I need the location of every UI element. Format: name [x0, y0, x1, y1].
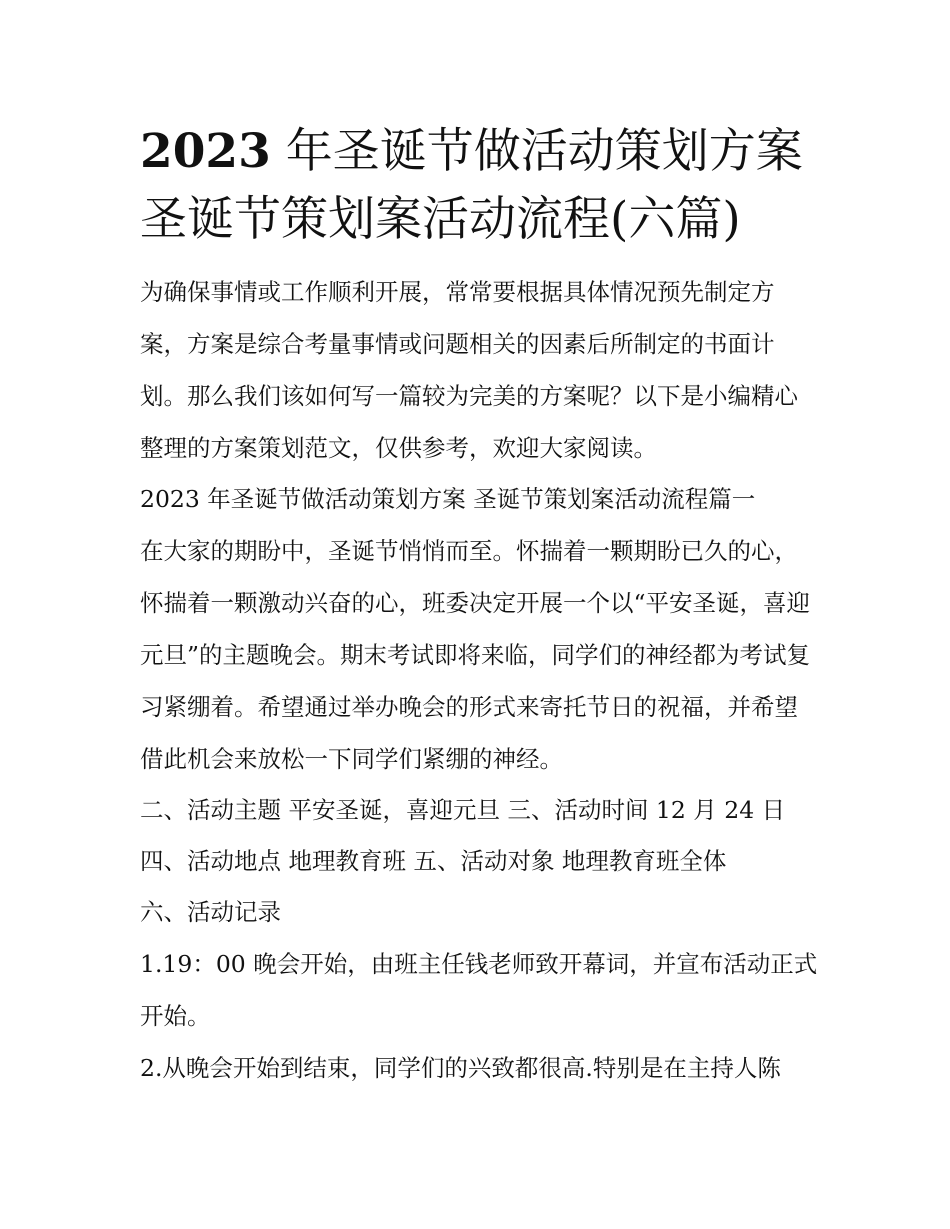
title-line-1-text: 年圣诞节做活动策划方案 — [270, 124, 803, 179]
title-line-1 — [140, 118, 820, 186]
record-item-2: 2.从晚会开始到结束，同学们的兴致都很高.特别是在主持人陈 — [140, 1054, 781, 1082]
title-year: 2023 — [140, 124, 271, 179]
record-heading: 六、活动记录 — [140, 898, 281, 926]
title-line-2: 圣诞节策划案活动流程(六篇) — [140, 192, 741, 247]
location-target-line: 四、活动地点 地理教育班 五、活动对象 地理教育班全体 — [140, 847, 727, 875]
section-heading: 2023 年圣诞节做活动策划方案 圣诞节策划案活动流程篇一 — [140, 485, 756, 513]
record-item-1: 1.19：00 晚会开始，由班主任钱老师致开幕词，并宣布活动正式开始。 — [140, 950, 818, 1030]
document-title — [140, 118, 820, 254]
document-page — [140, 118, 820, 1094]
intro-paragraph: 为确保事情或工作顺利开展，常常要根据具体情况预先制定方案，方案是综合考量事情或问题相关的因素后所制定的书面计划。那么我们该如何写一篇较为完美的方案呢？以下是小编精心整理的方案策划范文，仅供参考，欢迎大家阅读。 — [140, 278, 798, 462]
document-body — [140, 266, 820, 1094]
background-paragraph: 在大家的期盼中，圣诞节悄悄而至。怀揣着一颗期盼已久的心，怀揣着一颗激动兴奋的心，班委决定开展一个以“平安圣诞，喜迎元旦”的主题晚会。期末考试即将来临，同学们的神经都为考试复习紧绷着。希望通过举办晚会的形式来寄托节日的祝福，并希望借此机会来放松一下同学们紧绷的神经。 — [140, 537, 811, 773]
theme-time-line: 二、活动主题 平安圣诞，喜迎元旦 三、活动时间 12 月 24 日 — [140, 796, 786, 824]
